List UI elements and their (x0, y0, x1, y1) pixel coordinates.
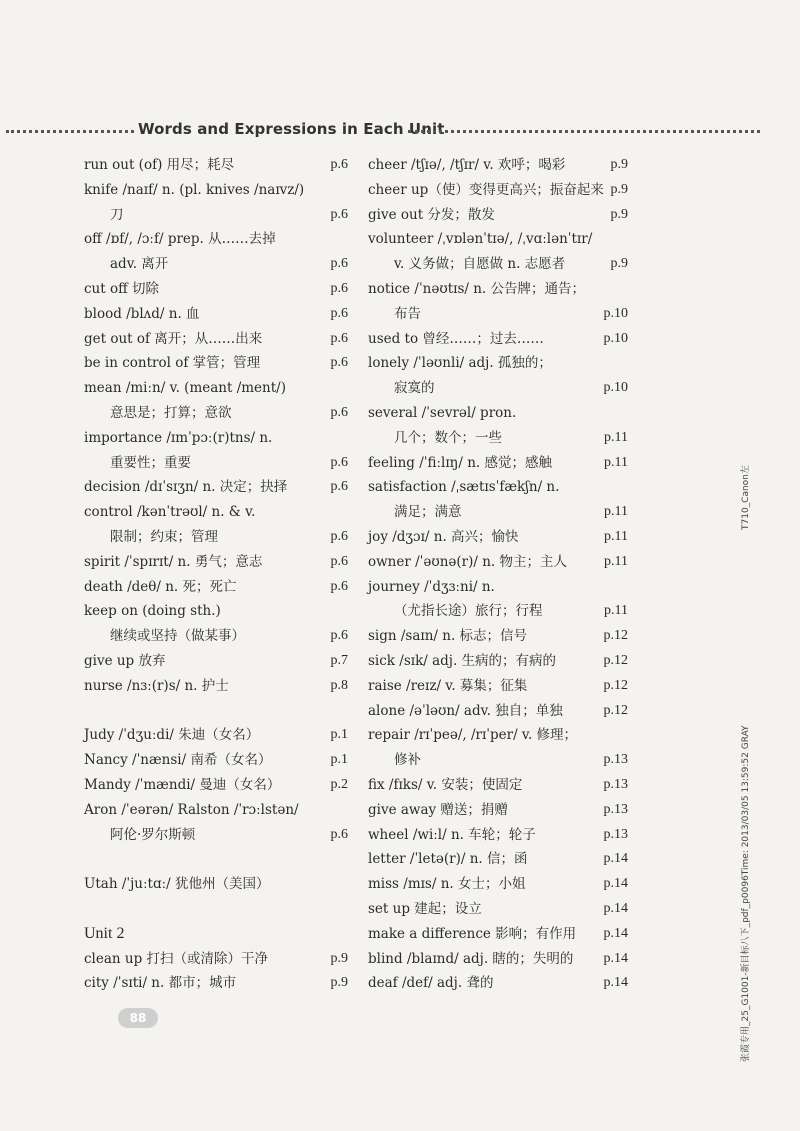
entry-page-ref: p.2 (330, 776, 348, 792)
entry-text: 意思是；打算；意欲 (110, 404, 232, 421)
vocab-entry (368, 599, 628, 624)
vocab-entry (84, 922, 348, 947)
vocab-entry (368, 624, 628, 649)
entry-text: lonely /ˈləʊnli/ adj. 孤独的； (368, 355, 552, 372)
entry-text: letter /ˈletə(r)/ n. 信；函 (368, 851, 528, 868)
entry-text: make a difference 影响；有作用 (368, 925, 577, 942)
vocab-entry (368, 872, 628, 897)
vocab-entry (84, 699, 348, 724)
vocab-entry (84, 575, 348, 600)
vocab-entry (84, 203, 348, 228)
entry-page-ref: p.8 (330, 677, 348, 693)
entry-text: blind /blaɪnd/ adj. 瞎的；失明的 (368, 950, 574, 967)
entry-page-ref: p.6 (330, 578, 348, 594)
entry-text: repair /rɪˈpeə/, /rɪˈper/ v. 修理； (368, 727, 578, 744)
entry-text: spirit /ˈspɪrɪt/ n. 勇气；意志 (84, 553, 263, 570)
vocab-entry (368, 376, 628, 401)
entry-text: keep on (doing sth.) (84, 603, 221, 620)
vocab-entry (368, 475, 628, 500)
vocab-entry (368, 327, 628, 352)
entry-text: get out of 离开；从……出来 (84, 330, 263, 347)
entry-page-ref: p.14 (603, 925, 628, 941)
vocab-entry (84, 178, 348, 203)
entry-text: journey /ˈdʒɜːni/ n. (368, 578, 495, 595)
vocab-entry (84, 327, 348, 352)
left-vocabulary-column (84, 153, 348, 996)
vocab-entry (368, 426, 628, 451)
entry-text: （尤指长途）旅行；行程 (394, 603, 543, 620)
vocab-entry (368, 947, 628, 972)
vocab-entry (368, 649, 628, 674)
entry-text: adv. 离开 (110, 256, 169, 273)
entry-page-ref: p.14 (603, 851, 628, 867)
entry-page-ref: p.14 (603, 950, 628, 966)
entry-page-ref: p.11 (604, 429, 628, 445)
entry-page-ref: p.12 (603, 652, 628, 668)
header-dots-right (408, 130, 760, 133)
vocab-entry (368, 550, 628, 575)
entry-page-ref: p.6 (330, 206, 348, 222)
vocab-entry (84, 674, 348, 699)
entry-text: set up 建起；设立 (368, 900, 482, 917)
entry-text: joy /dʒɔɪ/ n. 高兴；愉快 (368, 528, 519, 545)
entry-text: 重要性；重要 (110, 454, 191, 471)
entry-text: give up 放弃 (84, 652, 166, 669)
entry-page-ref: p.7 (330, 652, 348, 668)
vocab-entry (368, 823, 628, 848)
vocab-entry (368, 351, 628, 376)
vocab-entry (368, 971, 628, 996)
vocab-entry (84, 153, 348, 178)
entry-page-ref: p.12 (603, 628, 628, 644)
entry-text: cheer up（使）变得更高兴；振奋起来 (368, 181, 604, 198)
vocab-entry (368, 798, 628, 823)
vocab-entry (368, 699, 628, 724)
entry-page-ref: p.11 (604, 553, 628, 569)
scanner-label (738, 465, 752, 543)
entry-page-ref: p.10 (603, 330, 628, 346)
vocab-entry (84, 451, 348, 476)
entry-text: control /kənˈtrəʊl/ n. & v. (84, 504, 256, 521)
entry-text: Aron /ˈeərən/ Ralston /ˈrɔːlstən/ (84, 801, 299, 818)
vocab-entry (368, 575, 628, 600)
entry-text: blood /blʌd/ n. 血 (84, 305, 200, 322)
vocab-entry (84, 525, 348, 550)
entry-text: importance /ɪmˈpɔː(r)tns/ n. (84, 429, 273, 446)
entry-page-ref: p.9 (610, 181, 628, 197)
vocab-entry (84, 252, 348, 277)
entry-page-ref: p.6 (330, 305, 348, 321)
entry-page-ref: p.1 (330, 727, 348, 743)
entry-text: off /ɒf/, /ɔːf/ prep. 从……去掉 (84, 231, 276, 248)
entry-text: cheer /tʃɪə/, /tʃɪr/ v. 欢呼；喝彩 (368, 157, 566, 173)
entry-page-ref: p.6 (330, 256, 348, 272)
entry-page-ref: p.11 (604, 454, 628, 470)
entry-page-ref: p.9 (610, 206, 628, 222)
vocab-entry (368, 153, 628, 178)
vocab-entry (84, 401, 348, 426)
entry-text: several /ˈsevrəl/ pron. (368, 404, 517, 421)
vocab-entry (84, 500, 348, 525)
entry-page-ref: p.10 (603, 305, 628, 321)
entry-text: Mandy /ˈmændi/ 曼迪（女名） (84, 776, 281, 793)
entry-text: 满足；满意 (394, 504, 462, 521)
vocab-entry (368, 922, 628, 947)
vocab-entry (84, 302, 348, 327)
vocab-entry (84, 798, 348, 823)
vocab-entry (368, 847, 628, 872)
vocab-entry (84, 227, 348, 252)
entry-text: 阿伦·罗尔斯顿 (110, 826, 196, 843)
vocab-entry (368, 723, 628, 748)
entry-text: mean /miːn/ v. (meant /ment/) (84, 380, 286, 397)
entry-page-ref: p.9 (610, 256, 628, 272)
entry-page-ref: p.14 (603, 975, 628, 991)
vocab-entry (84, 773, 348, 798)
entry-text: 修补 (394, 752, 421, 769)
vocab-entry (368, 500, 628, 525)
entry-page-ref: p.6 (330, 280, 348, 296)
vocab-entry (368, 302, 628, 327)
entry-text: 限制；约束；管理 (110, 528, 218, 545)
print-stamp-text: 张霞专用_25_G1001-新目标八下_pdf_p0096Time: 2013/03/05 13:59:52 GRAY (741, 725, 751, 1062)
entry-text: notice /ˈnəʊtɪs/ n. 公告牌；通告； (368, 280, 586, 297)
entry-text: 几个；数个；一些 (394, 429, 502, 446)
entry-page-ref: p.6 (330, 528, 348, 544)
entry-text: Utah /ˈjuːtɑː/ 犹他州（美国） (84, 876, 270, 893)
entry-text: feeling /ˈfiːlɪŋ/ n. 感觉；感触 (368, 454, 552, 471)
entry-text: volunteer /ˌvɒlənˈtɪə/, /ˌvɑːlənˈtɪr/ (368, 231, 593, 248)
entry-text: decision /dɪˈsɪʒn/ n. 决定；抉择 (84, 479, 288, 496)
entry-text: clean up 打扫（或清除）干净 (84, 950, 269, 967)
entry-page-ref: p.6 (330, 553, 348, 569)
entry-page-ref: p.6 (330, 826, 348, 842)
vocab-entry (368, 277, 628, 302)
entry-page-ref: p.12 (603, 702, 628, 718)
vocab-entry (84, 277, 348, 302)
entry-page-ref: p.9 (610, 157, 628, 172)
entry-text: sick /sɪk/ adj. 生病的；有病的 (368, 652, 557, 669)
vocab-entry (368, 773, 628, 798)
entry-text: death /deθ/ n. 死；死亡 (84, 578, 237, 595)
entry-text: fix /fɪks/ v. 安装；使固定 (368, 776, 523, 793)
vocab-entry (84, 351, 348, 376)
entry-page-ref: p.13 (603, 776, 628, 792)
entry-text: cut off 切除 (84, 280, 159, 297)
vocab-entry (368, 525, 628, 550)
entry-page-ref: p.9 (330, 975, 348, 991)
vocab-entry (84, 947, 348, 972)
vocab-entry (84, 872, 348, 897)
entry-text: raise /reɪz/ v. 募集；征集 (368, 677, 528, 694)
print-stamp (738, 725, 752, 1075)
right-vocabulary-column (368, 153, 628, 996)
vocab-entry (84, 426, 348, 451)
entry-text: nurse /nɜː(r)s/ n. 护士 (84, 677, 229, 694)
vocab-entry (84, 550, 348, 575)
vocab-entry (84, 624, 348, 649)
entry-text: v. 义务做；自愿做 n. 志愿者 (394, 256, 566, 273)
vocab-entry (84, 649, 348, 674)
entry-text: 寂寞的 (394, 380, 435, 397)
entry-page-ref: p.10 (603, 380, 628, 396)
entry-text: run out (of) 用尽；耗尽 (84, 157, 235, 173)
entry-text: be in control of 掌管；管理 (84, 355, 261, 372)
entry-text: give out 分发；散发 (368, 206, 495, 223)
entry-page-ref: p.13 (603, 801, 628, 817)
vocab-entry (368, 227, 628, 252)
entry-page-ref: p.6 (330, 157, 348, 172)
entry-page-ref: p.1 (330, 752, 348, 768)
entry-page-ref: p.13 (603, 826, 628, 842)
entry-page-ref: p.12 (603, 677, 628, 693)
entry-page-ref: p.6 (330, 479, 348, 495)
vocab-entry (368, 674, 628, 699)
entry-text: city /ˈsɪti/ n. 都市；城市 (84, 975, 237, 992)
vocab-entry (84, 599, 348, 624)
entry-page-ref: p.9 (330, 950, 348, 966)
entry-text: 布告 (394, 305, 421, 322)
entry-page-ref: p.6 (330, 404, 348, 420)
vocab-entry (368, 897, 628, 922)
entry-text: sign /saɪn/ n. 标志；信号 (368, 628, 528, 645)
vocab-entry (84, 475, 348, 500)
vocab-entry (84, 723, 348, 748)
vocab-entry (368, 178, 628, 203)
entry-page-ref: p.6 (330, 355, 348, 371)
entry-text: satisfaction /ˌsætɪsˈfækʃn/ n. (368, 479, 560, 496)
vocab-entry (368, 252, 628, 277)
entry-page-ref: p.11 (604, 603, 628, 619)
section-title: Words and Expressions in Each Unit (138, 120, 445, 138)
entry-text: deaf /def/ adj. 聋的 (368, 975, 494, 992)
vocab-entry (84, 823, 348, 848)
entry-page-ref: p.11 (604, 504, 628, 520)
unit-heading: Unit 2 (84, 924, 125, 942)
entry-text: used to 曾经……；过去…… (368, 330, 544, 347)
vocab-entry (84, 748, 348, 773)
vocab-entry (368, 748, 628, 773)
vocab-entry (84, 847, 348, 872)
page-number: 88 (118, 1008, 158, 1028)
entry-page-ref: p.14 (603, 876, 628, 892)
entry-text: 继续或坚持（做某事） (110, 628, 245, 645)
entry-text: give away 赠送；捐赠 (368, 801, 508, 818)
entry-text: wheel /wiːl/ n. 车轮；轮子 (368, 826, 536, 843)
vocab-entry (84, 376, 348, 401)
vocab-entry (368, 451, 628, 476)
vocab-entry (368, 401, 628, 426)
entry-page-ref: p.11 (604, 528, 628, 544)
scanner-label-text: T710_Canon左 (741, 465, 751, 530)
entry-text: Judy /ˈdʒuːdi/ 朱迪（女名） (84, 727, 260, 744)
entry-text: 刀 (110, 206, 124, 223)
vocab-entry (368, 203, 628, 228)
entry-page-ref: p.6 (330, 628, 348, 644)
entry-page-ref: p.6 (330, 454, 348, 470)
entry-text: owner /ˈəʊnə(r)/ n. 物主；主人 (368, 553, 568, 570)
header-dots-left (6, 130, 134, 133)
entry-page-ref: p.6 (330, 330, 348, 346)
entry-text: knife /naɪf/ n. (pl. knives /naɪvz/) (84, 181, 305, 198)
entry-text: miss /mɪs/ n. 女士；小姐 (368, 876, 526, 893)
entry-page-ref: p.13 (603, 752, 628, 768)
entry-text: Nancy /ˈnænsi/ 南希（女名） (84, 752, 272, 769)
entry-page-ref: p.14 (603, 900, 628, 916)
section-header (0, 118, 800, 144)
vocab-entry (84, 971, 348, 996)
entry-text: alone /əˈləʊn/ adv. 独自；单独 (368, 702, 563, 719)
vocab-entry (84, 897, 348, 922)
